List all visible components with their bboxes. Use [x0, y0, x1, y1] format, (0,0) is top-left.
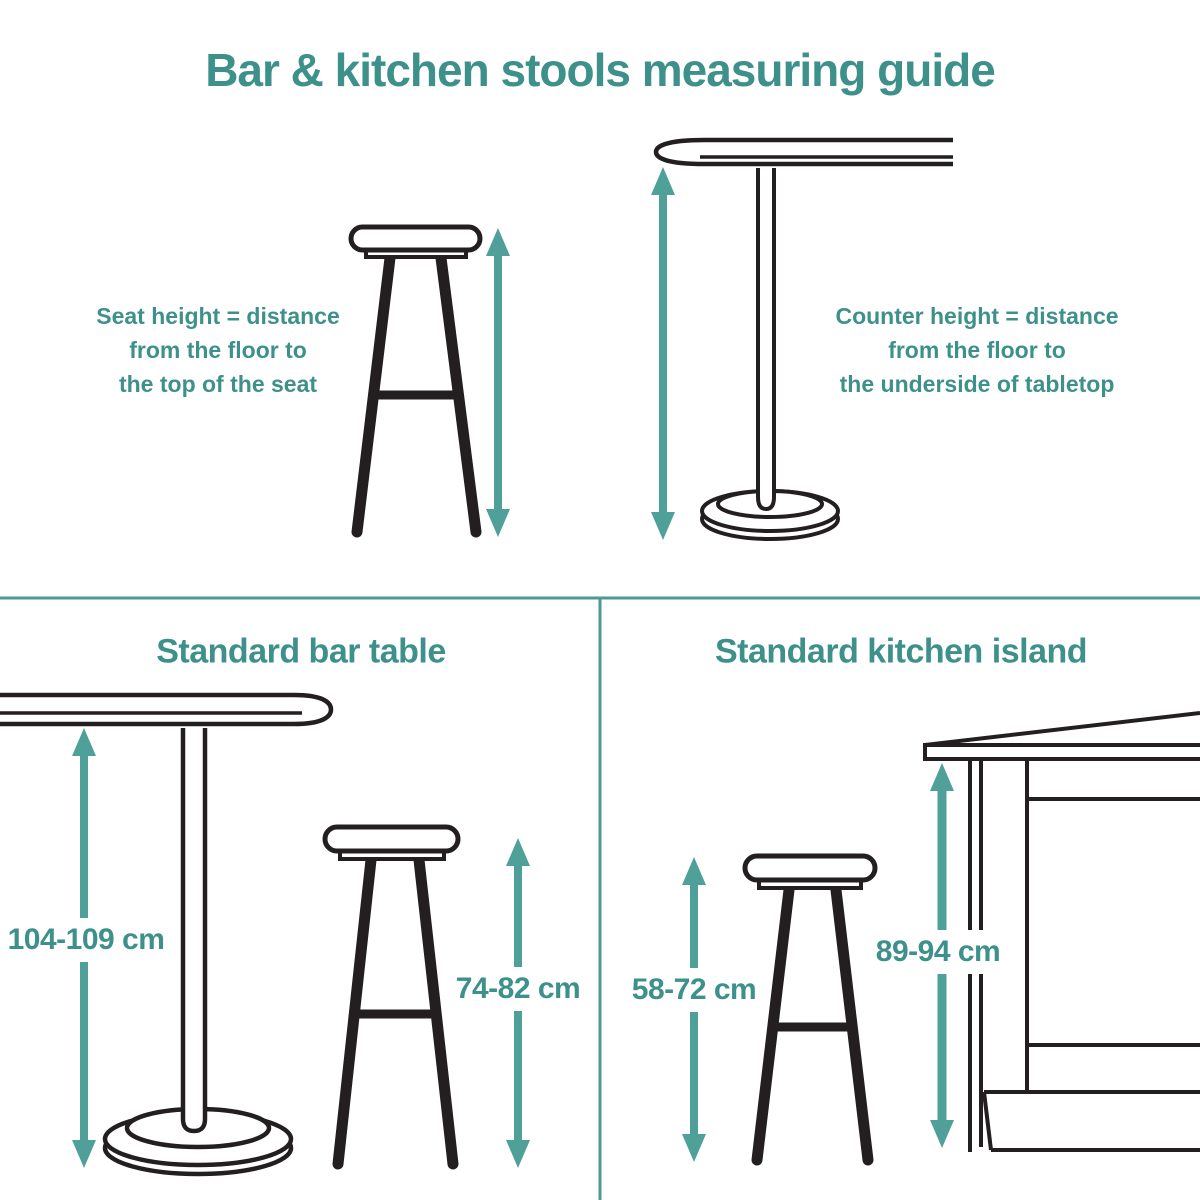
- kitchen-stool-illustration: [745, 856, 875, 1160]
- kitchen-island-height-label: 89-94 cm: [870, 930, 1006, 974]
- counter-height-note-line: from the floor to: [888, 337, 1066, 363]
- bar-stool-height-label: 74-82 cm: [450, 967, 586, 1011]
- seat-height-arrow: [486, 228, 510, 537]
- seat-height-note-line: the top of the seat: [118, 371, 318, 397]
- counter-height-note-line: Counter height = distance: [835, 303, 1119, 329]
- counter-height-note: [835, 299, 1118, 401]
- seat-height-note-line: from the floor to: [129, 337, 307, 363]
- seat-height-note: [96, 299, 340, 401]
- counter-height-note-line: the underside of tabletop: [839, 371, 1115, 397]
- page-title: Bar & kitchen stools measuring guide: [205, 44, 995, 96]
- kitchen-stool-height-label: 58-72 cm: [626, 968, 762, 1012]
- counter-height-arrow: [651, 167, 675, 540]
- bar-stool-illustration: [325, 827, 458, 1164]
- bar-table-height-label: 104-109 cm: [2, 918, 171, 962]
- seat-height-note-line: Seat height = distance: [96, 303, 340, 329]
- seat-height-stool-illustration: [351, 227, 480, 532]
- kitchen-island-panel-heading: Standard kitchen island: [714, 632, 1088, 671]
- bar-table-panel-heading: Standard bar table: [156, 632, 446, 671]
